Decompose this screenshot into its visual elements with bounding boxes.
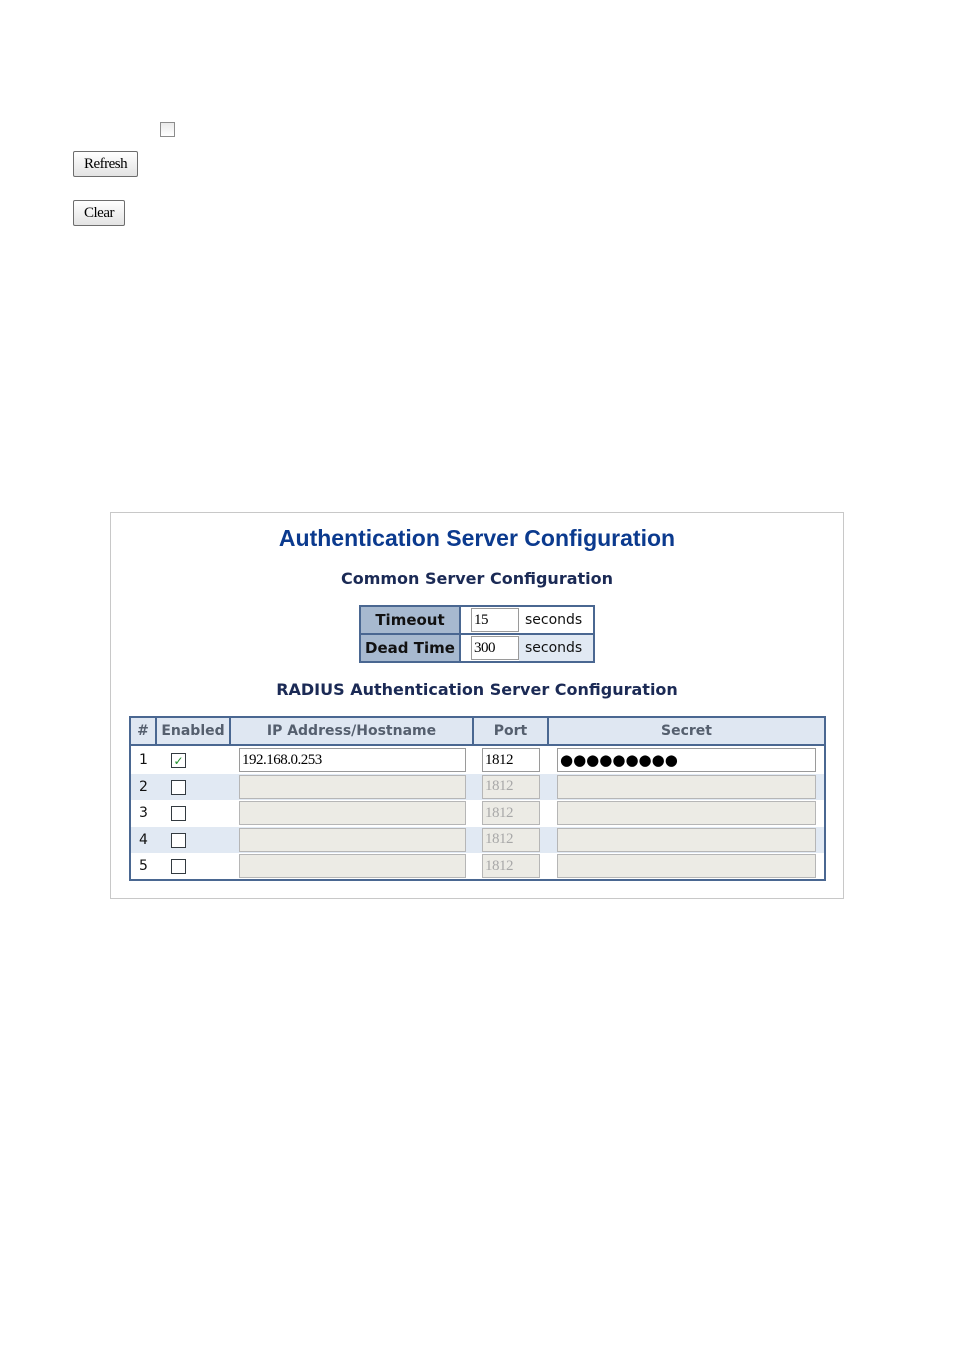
- enabled-checkbox[interactable]: [171, 833, 186, 848]
- auth-server-config-panel: [110, 512, 844, 899]
- host-input[interactable]: [239, 801, 466, 825]
- timeout-label: Timeout: [361, 607, 461, 633]
- row-number: 5: [139, 858, 148, 874]
- common-config-title: Common Server Configuration: [340, 569, 614, 588]
- timeout-input[interactable]: [471, 608, 519, 632]
- enabled-checkbox[interactable]: ✓: [171, 753, 186, 768]
- port-input[interactable]: [482, 801, 540, 825]
- col-header-host: IP Address/Hostname: [231, 718, 474, 746]
- timeout-unit: seconds: [525, 612, 583, 628]
- table-row: [131, 800, 824, 827]
- row-number: 4: [139, 831, 148, 848]
- col-header-enabled: Enabled: [157, 718, 231, 746]
- port-input[interactable]: [482, 828, 540, 852]
- secret-input[interactable]: [557, 854, 816, 878]
- col-header-port: Port: [474, 718, 549, 746]
- col-header-num: #: [131, 718, 157, 746]
- deadtime-unit: seconds: [519, 635, 593, 661]
- port-input[interactable]: [482, 775, 540, 799]
- table-row: [131, 853, 824, 880]
- table-row: [131, 827, 824, 854]
- secret-input[interactable]: ●●●●●●●●●: [557, 748, 816, 772]
- host-input[interactable]: [239, 828, 466, 852]
- row-number: 1: [139, 752, 148, 768]
- port-input[interactable]: [482, 854, 540, 878]
- row-number: 3: [139, 805, 148, 821]
- enabled-checkbox[interactable]: [171, 859, 186, 874]
- panel-title: Authentication Server Configuration: [278, 525, 676, 551]
- col-header-secret: Secret: [549, 718, 824, 746]
- host-input[interactable]: [239, 854, 466, 878]
- auto-refresh-checkbox[interactable]: [160, 122, 175, 137]
- clear-button[interactable]: Clear: [73, 200, 125, 226]
- deadtime-input[interactable]: [471, 636, 519, 660]
- secret-input[interactable]: [557, 801, 816, 825]
- common-config-table: [359, 605, 595, 663]
- row-number: 2: [139, 778, 148, 795]
- host-input[interactable]: [239, 775, 466, 799]
- enabled-checkbox[interactable]: [171, 806, 186, 821]
- deadtime-label: Dead Time: [361, 635, 461, 661]
- secret-input[interactable]: [557, 828, 816, 852]
- radius-server-table: [129, 716, 826, 881]
- secret-input[interactable]: [557, 775, 816, 799]
- port-input[interactable]: [482, 748, 540, 772]
- table-row: [131, 747, 824, 774]
- host-input[interactable]: [239, 748, 466, 772]
- enabled-checkbox[interactable]: [171, 780, 186, 795]
- table-row: [131, 774, 824, 801]
- refresh-button[interactable]: Refresh: [73, 151, 138, 177]
- radius-config-title: RADIUS Authentication Server Configuration: [276, 680, 678, 699]
